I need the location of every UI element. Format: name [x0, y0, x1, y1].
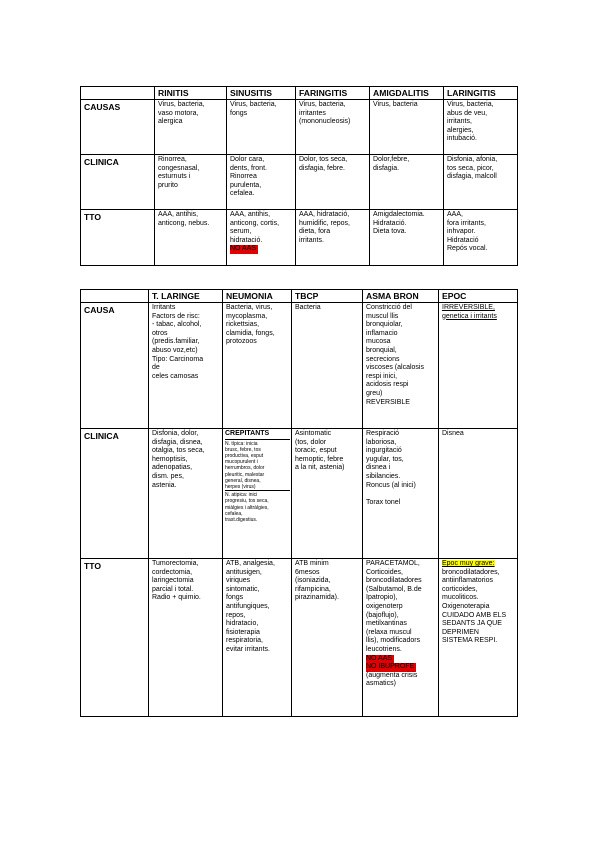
text-line: rickettsias, — [226, 321, 260, 329]
header-amigdalitis: AMIGDALITIS — [370, 87, 444, 100]
neumonia-clinica-subtable — [225, 430, 290, 523]
table-row — [81, 559, 518, 717]
text-line: metilxantinas — [366, 620, 407, 628]
cell — [223, 559, 292, 717]
text-line: CUIDADO AMB ELS — [442, 611, 507, 619]
text-line: oxigenoterp — [366, 602, 403, 610]
text-line: mucoliticos. — [442, 594, 479, 602]
header-sinusitis: SINUSITIS — [227, 87, 296, 100]
text-line: - tabac, alcohol, — [152, 321, 202, 329]
text-line: acidosis respi — [366, 381, 409, 389]
text-line: Tumorectomia, — [152, 560, 199, 567]
text-line: parcial i total. — [152, 585, 194, 593]
row-label-tto: TTO — [81, 559, 149, 717]
text-line: (Salbutamol, B.de — [366, 585, 422, 593]
lower-respiratory-table — [80, 289, 518, 717]
text-line: Tipo: Carcinoma — [152, 355, 204, 363]
cell — [223, 303, 292, 429]
header-epoc: EPOC — [439, 290, 518, 303]
text-line — [366, 490, 436, 499]
text-line: protozoos — [226, 338, 257, 346]
text-line: Asintomatic — [295, 430, 332, 437]
text-line: broncodilatadores, — [442, 568, 500, 576]
text-line: Irritants — [152, 304, 176, 311]
cell: AAA, antihis, anticong, cortis, serum, hidratació. NO AAS — [227, 210, 296, 266]
cell — [439, 559, 518, 717]
text-line: llis), modificadors — [366, 637, 421, 645]
text-line: trast.digestius. — [225, 517, 258, 524]
text-line: (bajoflujo), — [366, 611, 399, 619]
text-line: Disnea — [442, 430, 464, 437]
text-line: evitar irritants. — [226, 645, 270, 653]
table-row — [81, 210, 518, 266]
text-line: Respiració — [366, 430, 400, 437]
cell: Virus, bacteria, abus de veu, irritants, alergies, intubació. — [444, 100, 518, 155]
header-row — [81, 290, 518, 303]
text-line: genetica i irritants — [442, 312, 497, 320]
neumonia-typical — [225, 439, 290, 491]
text-line: respi inici, — [366, 372, 398, 380]
text-line: dism. pes, — [152, 472, 184, 480]
row-label-causas: CAUSAS — [81, 100, 155, 155]
text-line: sibilancies. — [366, 472, 401, 480]
asma-tto-note — [366, 672, 436, 689]
text-line: laringectomia — [152, 577, 194, 585]
text-line: mucopurulent i — [225, 459, 258, 466]
cell — [149, 303, 223, 429]
cell — [292, 559, 363, 717]
text-line: astenia. — [152, 481, 177, 489]
text-line: inflamacio — [366, 329, 398, 337]
header-row — [81, 87, 518, 100]
text-line: repos, — [226, 611, 246, 619]
text-line: N. típica: inicia — [225, 440, 258, 447]
text-line: fisioterapia — [226, 628, 260, 636]
asma-tto-warning — [366, 655, 436, 672]
text-line: disfagia, disnea, — [152, 438, 203, 446]
epoc-tto-text — [442, 569, 515, 646]
text-line: adenopatias, — [152, 464, 193, 472]
text-line: a la nit, astenia) — [295, 464, 345, 472]
text-line: Radio + quimio. — [152, 594, 201, 602]
text-line: (tos, dolor — [295, 438, 327, 446]
text-line: general, disnea, — [225, 477, 261, 484]
text-line: Torax tonel — [366, 498, 401, 506]
cell: Rinorrea, congesnasal, esturnuts i prurito — [155, 155, 227, 210]
text-line: SEDANTS JA QUE — [442, 620, 502, 628]
text-line: pleuritic, malestar — [225, 471, 265, 478]
text-line: bronquiolar, — [366, 321, 403, 329]
text-line: toracic, esput — [295, 447, 337, 455]
text-line: Disfonia, dolor, — [152, 430, 199, 437]
upper-respiratory-table — [80, 86, 518, 266]
row-label-causa: CAUSA — [81, 303, 149, 429]
header-neumonia: NEUMONIA — [223, 290, 292, 303]
text-line: Bacteria, virus, — [226, 304, 273, 311]
text-line: Oxigenoterapia — [442, 602, 490, 610]
cell — [149, 559, 223, 717]
text-line: NO AAS — [366, 654, 393, 662]
cell: Virus, bacteria, fongs — [227, 100, 296, 155]
cell: Amigdalectomia. Hidratació. Dieta tova. — [370, 210, 444, 266]
header-tbcp: TBCP — [292, 290, 363, 303]
text-line: ingurgitació — [366, 447, 402, 455]
text-line: hemoptic, febre — [295, 455, 344, 463]
cell: Dolor cara, dents, front. Rinorrea purulenta, cefalea. — [227, 155, 296, 210]
text-line: Ipatropio), — [366, 594, 398, 602]
warning-no-aas: NO AAS — [230, 245, 257, 253]
text-line: de — [152, 364, 160, 372]
table-row — [81, 303, 518, 429]
text-line: celes camosas — [152, 372, 199, 380]
text-line: greu) — [366, 389, 383, 397]
text-line: DEPRIMEN — [442, 628, 479, 636]
cell: Virus, bacteria, irritantes (mononucleosis) — [296, 100, 370, 155]
text-line: SISTEMA RESPI. — [442, 637, 498, 645]
cell: AAA, hidratació, humidific, repos, dieta, fora irritants. — [296, 210, 370, 266]
cell: AAA, antihis, anticong, nebus. — [155, 210, 227, 266]
text-line: IRREVERSIBLE, — [442, 304, 495, 311]
cell: Dolor, tos seca, disfagia, febre. — [296, 155, 370, 210]
text-line: 6mesos — [295, 568, 320, 576]
table-row — [81, 155, 518, 210]
text-line: antiinflamatorios — [442, 577, 493, 585]
row-label-clinica: CLINICA — [81, 429, 149, 559]
text-line: Roncus (al inici) — [366, 481, 416, 489]
text-line: disnea i — [366, 464, 391, 472]
corner-cell — [81, 290, 149, 303]
text-line: mycoplasma, — [226, 312, 268, 320]
cell — [149, 429, 223, 559]
text-line: secrecions — [366, 355, 400, 363]
text-line: muscul llis — [366, 312, 399, 320]
text-line: herpes (virus) — [225, 484, 256, 491]
text-line: antifungiques, — [226, 602, 270, 610]
text-line: (predis.familiar, — [152, 338, 200, 346]
text-line: miàlgies i altràlgies, — [225, 504, 269, 511]
cell: Virus, bacteria — [370, 100, 444, 155]
text-line: clamidia, fongs, — [226, 329, 275, 337]
crepitants-title: CREPITANTS — [225, 430, 270, 437]
neumonia-atypical — [225, 491, 290, 524]
text-line: Constricció del — [366, 304, 412, 311]
text-line: laboriosa, — [366, 438, 397, 446]
text-line: viriques — [226, 577, 251, 585]
asma-tto-text — [366, 560, 436, 655]
text-line: abuso voz,etc) — [152, 346, 198, 354]
text-line: (isoniazida, — [295, 577, 331, 585]
text-line: mucosa — [366, 338, 391, 346]
text-line: hidratacio, — [226, 620, 259, 628]
table-row — [81, 429, 518, 559]
text-line: respiratoria, — [226, 637, 263, 645]
text-line: Corticoides, — [366, 568, 403, 576]
header-faringitis: FARINGITIS — [296, 87, 370, 100]
text-line: NO IBUPROFE — [366, 663, 415, 671]
text-line: (augmenta crisis — [366, 671, 418, 679]
text-line: pirazinamida). — [295, 594, 339, 602]
header-t-laringe: T. LARINGE — [149, 290, 223, 303]
cell — [363, 303, 439, 429]
row-label-clinica: CLINICA — [81, 155, 155, 210]
text-line: rifampicina, — [295, 585, 331, 593]
text-line: (relaxa muscul — [366, 628, 412, 636]
text-line: broncodilatadores — [366, 577, 422, 585]
text-line: sintomatic, — [226, 585, 260, 593]
text-line: cefalea, — [225, 510, 243, 517]
cell — [292, 303, 363, 429]
epoc-grave-highlight: Epoc muy grave: — [442, 560, 495, 567]
text-line: otros — [152, 329, 168, 337]
text-line: corticoides, — [442, 585, 478, 593]
text-line: bronquial, — [366, 346, 397, 354]
text-line: REVERSIBLE — [366, 398, 410, 406]
text-line: progresiu, tos seca, — [225, 498, 269, 505]
text-line: N. atipica: inici — [225, 492, 258, 499]
text-line: hemoptisis, — [152, 455, 188, 463]
row-label-tto: TTO — [81, 210, 155, 266]
text-line: fongs — [226, 594, 244, 602]
text-line: herrumbros, dolor — [225, 465, 265, 472]
text-line: ATB minim — [295, 560, 329, 567]
cell: AAA, fora irritants, inhvapor. Hidratació Repós vocal. — [444, 210, 518, 266]
text-line: brusc, febre, tos — [225, 446, 261, 453]
header-rinitis: RINITIS — [155, 87, 227, 100]
table-row — [81, 100, 518, 155]
header-asma-bron: ASMA BRON — [363, 290, 439, 303]
text-line: productiva, esput — [225, 453, 264, 459]
corner-cell — [81, 87, 155, 100]
cell — [363, 559, 439, 717]
text-line: Factors de risc: — [152, 312, 200, 320]
text-line: yugular, tos, — [366, 455, 404, 463]
text-line: Bacteria — [295, 304, 321, 311]
text-line: otalgia, tos seca, — [152, 447, 205, 455]
cell — [439, 429, 518, 559]
text-line: viscoses (alcalosis — [366, 364, 424, 372]
cell — [223, 429, 292, 559]
text-line: cordectomia, — [152, 568, 193, 576]
cell — [363, 429, 439, 559]
text-line: PARACETAMOL, — [366, 560, 420, 567]
cell: Disfonia, afonia, tos seca, picor, disfagia, malcoll — [444, 155, 518, 210]
cell: Dolor,febre, disfagia. — [370, 155, 444, 210]
text-line: antitusigen, — [226, 568, 262, 576]
text-line: leucotriens. — [366, 645, 402, 653]
text-line: asmatics) — [366, 680, 396, 688]
text-line: ATB, analgesia, — [226, 560, 275, 567]
cell — [439, 303, 518, 429]
cell: Virus, bacteria, vaso motora, alergica — [155, 100, 227, 155]
header-laringitis: LARINGITIS — [444, 87, 518, 100]
cell — [292, 429, 363, 559]
